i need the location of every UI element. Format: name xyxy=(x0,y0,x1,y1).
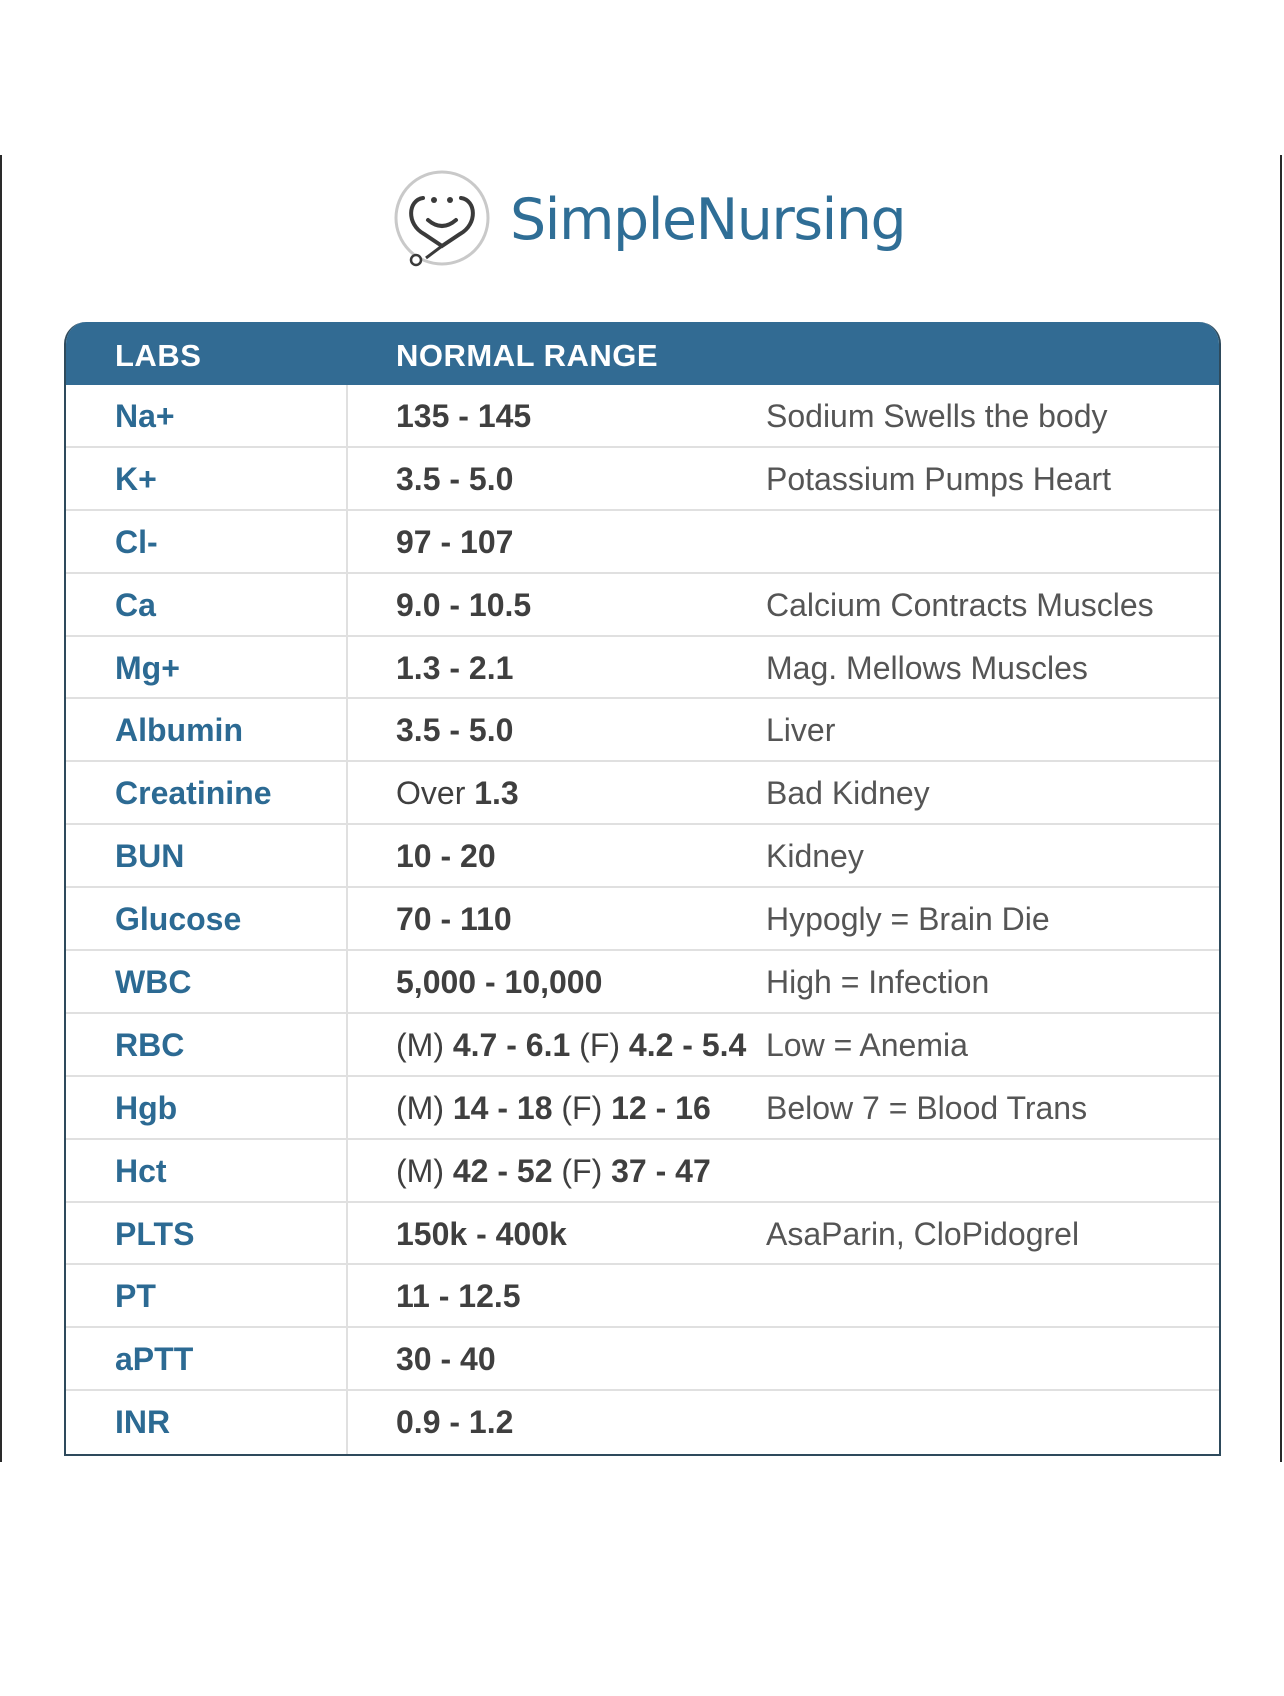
lab-normal-range: 70 - 110 xyxy=(396,901,512,938)
lab-name: Ca xyxy=(115,586,156,623)
lab-name: Cl- xyxy=(115,523,158,560)
stethoscope-heart-icon xyxy=(388,168,492,272)
lab-name: Hgb xyxy=(115,1089,178,1126)
lab-name: Albumin xyxy=(115,712,243,749)
lab-name: Mg+ xyxy=(115,649,180,686)
lab-normal-range: 1.3 - 2.1 xyxy=(396,649,514,686)
lab-normal-range: (M) 4.7 - 6.1 (F) 4.2 - 5.4 xyxy=(396,1026,747,1063)
table-row xyxy=(66,637,1219,700)
lab-normal-range: 0.9 - 1.2 xyxy=(396,1404,514,1441)
labs-table xyxy=(64,322,1221,1456)
lab-mnemonic: Potassium Pumps Heart xyxy=(766,460,1112,497)
lab-name: Hct xyxy=(115,1152,167,1189)
lab-normal-range: 150k - 400k xyxy=(396,1215,567,1252)
lab-mnemonic: Low = Anemia xyxy=(766,1026,968,1063)
table-row xyxy=(66,574,1219,637)
brand-name: SimpleNursing xyxy=(510,187,906,253)
lab-name: Na+ xyxy=(115,398,175,434)
table-row xyxy=(66,1265,1219,1328)
lab-mnemonic: Calcium Contracts Muscles xyxy=(766,586,1154,623)
lab-name: K+ xyxy=(115,460,157,497)
lab-mnemonic: Hypogly = Brain Die xyxy=(766,901,1050,938)
lab-mnemonic: Kidney xyxy=(766,838,864,875)
table-row xyxy=(66,699,1219,762)
table-row xyxy=(66,1140,1219,1203)
lab-name: Glucose xyxy=(115,901,242,938)
table-row xyxy=(66,825,1219,888)
lab-name: INR xyxy=(115,1404,171,1441)
brand-logo xyxy=(388,170,905,270)
lab-mnemonic: High = Infection xyxy=(766,964,990,1001)
lab-mnemonic: Mag. Mellows Muscles xyxy=(766,649,1088,686)
table-row xyxy=(66,888,1219,951)
table-row xyxy=(66,1014,1219,1077)
lab-mnemonic: AsaParin, CloPidogrel xyxy=(766,1215,1080,1252)
table-row xyxy=(66,951,1219,1014)
lab-normal-range: Over 1.3 xyxy=(396,775,519,812)
lab-name: aPTT xyxy=(115,1341,194,1378)
lab-normal-range: 97 - 107 xyxy=(396,523,514,560)
lab-normal-range: 3.5 - 5.0 xyxy=(396,712,514,749)
lab-mnemonic: Liver xyxy=(766,712,836,749)
table-row xyxy=(66,511,1219,574)
lab-name: Creatinine xyxy=(115,775,272,812)
lab-name: PT xyxy=(115,1278,156,1315)
table-row xyxy=(66,1203,1219,1266)
lab-normal-range: (M) 14 - 18 (F) 12 - 16 xyxy=(396,1089,711,1126)
table-header xyxy=(66,322,1219,385)
lab-normal-range: (M) 42 - 52 (F) 37 - 47 xyxy=(396,1152,711,1189)
header-normal-range: NORMAL RANGE xyxy=(396,338,659,373)
lab-name: WBC xyxy=(115,964,192,1001)
lab-normal-range: 5,000 - 10,000 xyxy=(396,964,603,1001)
lab-name: BUN xyxy=(115,838,185,875)
lab-mnemonic: Below 7 = Blood Trans xyxy=(766,1089,1088,1126)
lab-mnemonic: Sodium Swells the body xyxy=(766,398,1108,434)
lab-mnemonic: Bad Kidney xyxy=(766,775,930,812)
lab-normal-range: 10 - 20 xyxy=(396,838,496,875)
table-row xyxy=(66,385,1219,448)
lab-normal-range: 135 - 145 xyxy=(396,398,532,434)
lab-normal-range: 3.5 - 5.0 xyxy=(396,460,514,497)
column-divider xyxy=(346,385,348,1454)
lab-normal-range: 9.0 - 10.5 xyxy=(396,586,532,623)
lab-name: RBC xyxy=(115,1026,185,1063)
table-row xyxy=(66,448,1219,511)
table-row xyxy=(66,762,1219,825)
lab-normal-range: 30 - 40 xyxy=(396,1341,496,1378)
table-body xyxy=(66,385,1219,1454)
lab-name: PLTS xyxy=(115,1215,195,1252)
table-row xyxy=(66,1328,1219,1391)
table-row xyxy=(66,1077,1219,1140)
table-row xyxy=(66,1391,1219,1454)
lab-normal-range: 11 - 12.5 xyxy=(396,1278,521,1315)
header-labs: LABS xyxy=(115,338,202,373)
